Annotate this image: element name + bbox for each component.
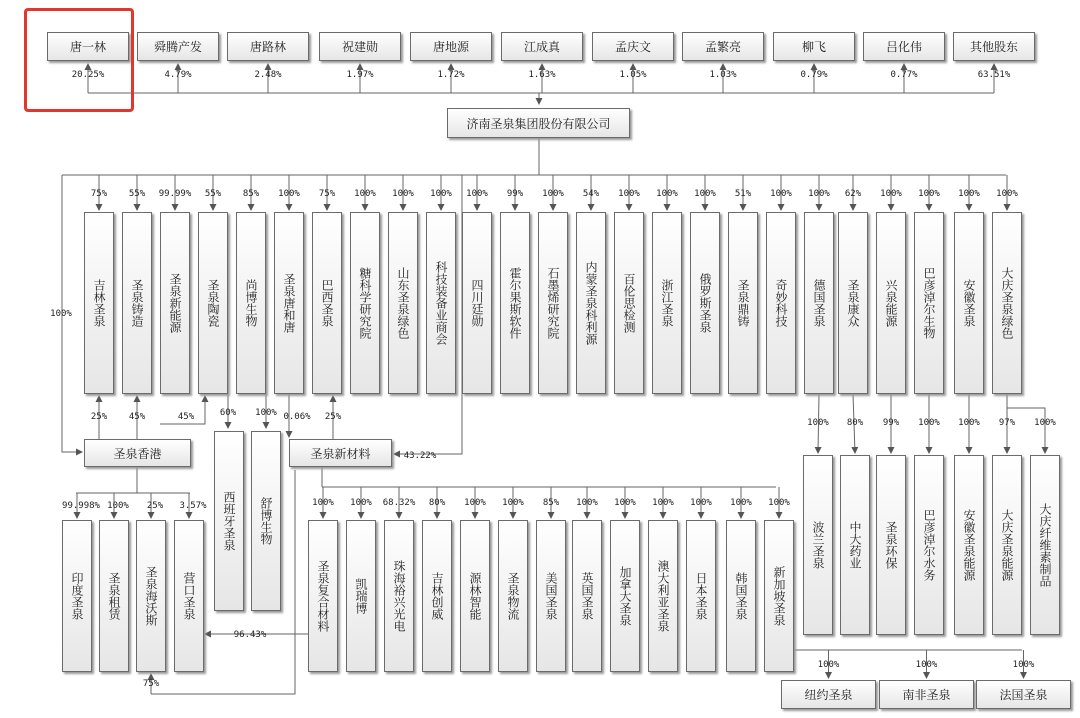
shareholder-box-label: 唐一林 xyxy=(69,40,106,54)
shareholder-pct: 4.79% xyxy=(164,70,192,80)
newmat-sub-box-label: 吉林创威 xyxy=(430,572,444,620)
subsidiary-pct: 100% xyxy=(694,189,716,199)
shareholder-pct: 20.25% xyxy=(71,70,105,80)
subsidiary-box-label: 安徽圣泉 xyxy=(962,279,976,327)
highlight-frame xyxy=(24,8,134,112)
subsidiary-pct: 100% xyxy=(656,189,678,199)
subsidiary-box-label: 大庆圣泉绿色 xyxy=(1000,267,1014,339)
subsidiary-box xyxy=(236,212,266,394)
subsidiary-pct: 100% xyxy=(278,189,300,199)
newmat-sub-box-label: 日本圣泉 xyxy=(694,572,708,620)
newmat-sub-pct: 100% xyxy=(464,498,486,508)
hk-sub-box-label: 营口圣泉 xyxy=(182,572,196,620)
subsidiary-box-label: 山东圣泉绿色 xyxy=(396,267,410,339)
subsidiary-pct: 62% xyxy=(844,189,862,199)
subsidiary-box xyxy=(992,212,1022,394)
subsidiary-pct: 99.99% xyxy=(158,189,192,199)
newmat-pct-d: 96.43% xyxy=(233,630,267,640)
shareholder-box-label: 唐路林 xyxy=(249,40,286,54)
newmat-sub-box xyxy=(536,520,566,672)
hk-pct3: 45% xyxy=(177,412,195,422)
newmat-sub-box xyxy=(346,520,376,672)
shareholder-box xyxy=(953,32,1035,61)
newmat-sub-box-label: 加拿大圣泉 xyxy=(618,566,632,626)
shareholder-pct: 0.79% xyxy=(800,70,828,80)
shareholder-box xyxy=(319,32,401,61)
tier3-box-label: 大庆纤维素制品 xyxy=(1038,503,1052,587)
newmat-pct-c: 43.22% xyxy=(403,451,437,461)
newmat-sub-box-label: 珠海裕兴光电 xyxy=(392,560,406,632)
shareholder-box-label: 舜腾产发 xyxy=(153,40,202,54)
newmat-sub-box xyxy=(384,520,414,672)
newmat-sub-pct: 100% xyxy=(576,498,598,508)
subsidiary-box-label: 德国圣泉 xyxy=(812,279,826,327)
newmat-sub-pct: 100% xyxy=(502,498,524,508)
subsidiary-pct: 55% xyxy=(204,189,222,199)
subsidiary-box-label: 四川廷勋 xyxy=(470,279,484,327)
sg-sub-pct: 100% xyxy=(817,660,840,670)
hk-sub-pct: 100% xyxy=(107,501,129,511)
tier3-box-label: 安徽圣泉能源 xyxy=(962,509,976,581)
tier3-box-label: 圣泉环保 xyxy=(884,521,898,569)
subsidiary-box-label: 俄罗斯圣泉 xyxy=(698,273,712,333)
subsidiary-pct: 55% xyxy=(128,189,146,199)
subsidiary-box-label: 圣泉铸造 xyxy=(130,279,144,327)
tier3-box xyxy=(1030,455,1060,635)
shareholder-box-label: 孟繁亮 xyxy=(704,40,741,54)
subsidiary-pct: 100% xyxy=(958,189,980,199)
sg-sub-box-label: 纽约圣泉 xyxy=(804,688,853,702)
shareholder-pct: 1.05% xyxy=(619,70,647,80)
subsidiary-pct: 75% xyxy=(90,189,108,199)
hk-sub-box xyxy=(136,520,166,672)
parent-company-box-label: 济南圣泉集团股份有限公司 xyxy=(466,116,611,131)
shareholder-box xyxy=(682,32,764,61)
subsidiary-box xyxy=(84,212,114,394)
spain-box xyxy=(214,431,244,611)
hk-pct1: 25% xyxy=(90,412,108,422)
shareholder-box-label: 其他股东 xyxy=(969,40,1018,54)
shareholder-box xyxy=(410,32,492,61)
newmat-sub-box xyxy=(764,520,794,672)
subsidiary-pct: 100% xyxy=(354,189,376,199)
hk-box xyxy=(84,439,191,467)
subsidiary-box xyxy=(766,212,796,394)
subsidiary-pct: 51% xyxy=(734,189,752,199)
subsidiary-box-label: 百伦思检测 xyxy=(622,273,636,333)
subsidiary-pct: 100% xyxy=(808,189,830,199)
subsidiary-box-label: 尚博生物 xyxy=(244,279,258,327)
newmat-sub-box-label: 圣泉复合材料 xyxy=(316,560,330,632)
subsidiary-box xyxy=(274,212,304,394)
subsidiary-box xyxy=(614,212,644,394)
subsidiary-box xyxy=(838,212,868,394)
newmat-sub-box xyxy=(610,520,640,672)
subsidiary-box-label: 浙江圣泉 xyxy=(660,279,674,327)
subsidiary-box xyxy=(198,212,228,394)
subsidiary-box-label: 圣泉新能源 xyxy=(168,273,182,333)
subsidiary-box-label: 奇妙科技 xyxy=(774,279,788,327)
subsidiary-pct: 99% xyxy=(506,189,524,199)
sg-sub-box xyxy=(879,680,974,709)
tier3-pct: 100% xyxy=(1034,418,1056,428)
newmat-sub-box xyxy=(422,520,452,672)
newmat-sub-box-label: 韩国圣泉 xyxy=(734,572,748,620)
subsidiary-box xyxy=(954,212,984,394)
newmat-sub-pct: 68.32% xyxy=(382,498,416,508)
subsidiary-box-label: 石墨烯研究院 xyxy=(546,267,560,339)
subsidiary-box xyxy=(914,212,944,394)
new-material-box xyxy=(289,439,392,467)
shareholder-box-label: 江成真 xyxy=(523,40,560,54)
tier3-box xyxy=(840,455,870,635)
newmat-sub-box xyxy=(460,520,490,672)
shareholder-pct: 2.48% xyxy=(254,70,282,80)
subsidiary-box xyxy=(160,212,190,394)
subsidiary-box xyxy=(728,212,758,394)
shareholder-box xyxy=(863,32,945,61)
hk-box-label: 圣泉香港 xyxy=(113,446,162,461)
sg-sub-box xyxy=(781,680,876,709)
subsidiary-box-label: 圣泉唐和唐 xyxy=(282,273,296,333)
newmat-sub-box xyxy=(572,520,602,672)
subsidiary-box-label: 巴西圣泉 xyxy=(320,279,334,327)
newmat-sub-box-label: 英国圣泉 xyxy=(580,572,594,620)
subsidiary-pct: 100% xyxy=(880,189,902,199)
newmat-sub-box xyxy=(308,520,338,672)
sg-sub-box xyxy=(976,680,1071,709)
newmat-sub-box-label: 澳大利亚圣泉 xyxy=(656,560,670,632)
subsidiary-box xyxy=(690,212,720,394)
shareholder-pct: 1.97% xyxy=(346,70,374,80)
newmat-sub-box-label: 圣泉物流 xyxy=(506,572,520,620)
subsidiary-box xyxy=(312,212,342,394)
shareholder-pct: 1.63% xyxy=(528,70,556,80)
shareholder-box xyxy=(227,32,309,61)
hk-bottom-pct: 75% xyxy=(142,679,160,689)
newmat-sub-box xyxy=(648,520,678,672)
newmat-sub-box-label: 源林智能 xyxy=(468,572,482,620)
newmat-sub-pct: 100% xyxy=(690,498,712,508)
hk-sub-box-label: 印度圣泉 xyxy=(70,572,84,620)
subsidiary-box xyxy=(122,212,152,394)
hk-sub-pct: 99.998% xyxy=(62,501,100,511)
subsidiary-box xyxy=(652,212,682,394)
tier3-box-label: 波兰圣泉 xyxy=(811,521,825,569)
shareholder-pct: 0.77% xyxy=(890,70,918,80)
shareholder-pct: 63.51% xyxy=(977,70,1011,80)
tier3-box xyxy=(914,455,944,635)
spain-pct: 60% xyxy=(219,408,237,418)
newmat-sub-pct: 100% xyxy=(312,498,334,508)
subsidiary-box xyxy=(350,212,380,394)
subsidiary-pct: 100% xyxy=(996,189,1018,199)
subsidiary-box-label: 兴泉能源 xyxy=(884,279,898,327)
shareholder-box xyxy=(773,32,855,61)
newmat-sub-box-label: 凯瑞博 xyxy=(354,578,368,614)
shareholder-box-label: 柳飞 xyxy=(801,40,826,54)
newmat-sub-box xyxy=(686,520,716,672)
newmat-pct-b: 25% xyxy=(324,412,342,422)
sg-sub-pct: 100% xyxy=(1012,660,1035,670)
hk-sub-pct: 25% xyxy=(146,501,164,511)
subsidiary-pct: 100% xyxy=(770,189,792,199)
newmat-sub-pct: 80% xyxy=(428,498,446,508)
newmat-sub-pct: 100% xyxy=(614,498,636,508)
subsidiary-box-label: 吉林圣泉 xyxy=(92,279,106,327)
shubo-box-label: 舒博生物 xyxy=(259,497,273,545)
newmat-sub-pct: 85% xyxy=(542,498,560,508)
tier3-pct: 99% xyxy=(882,418,900,428)
tier3-box xyxy=(992,455,1022,635)
subsidiary-box-label: 巴彦淖尔生物 xyxy=(922,267,936,339)
subsidiary-box-label: 霍尔果斯软件 xyxy=(508,267,522,339)
newmat-sub-box xyxy=(498,520,528,672)
shareholder-box-label: 祝建勋 xyxy=(341,40,378,54)
tier3-box-label: 大庆圣泉能源 xyxy=(1000,509,1014,581)
subsidiary-pct: 54% xyxy=(582,189,600,199)
hk-sub-box-label: 圣泉租赁 xyxy=(107,572,121,620)
shareholder-box-label: 唐地源 xyxy=(432,40,469,54)
tier3-box xyxy=(803,455,833,635)
shareholder-box xyxy=(501,32,583,61)
subsidiary-box xyxy=(500,212,530,394)
newmat-sub-box-label: 美国圣泉 xyxy=(544,572,558,620)
subsidiary-pct: 100% xyxy=(392,189,414,199)
hk-main-pct: 100% xyxy=(50,309,72,319)
new-material-box-label: 圣泉新材料 xyxy=(310,446,371,461)
newmat-sub-pct: 100% xyxy=(768,498,790,508)
hk-sub-box xyxy=(99,520,129,672)
hk-sub-box xyxy=(62,520,92,672)
subsidiary-box xyxy=(876,212,906,394)
shareholder-box-label: 吕化伟 xyxy=(885,40,922,54)
subsidiary-box-label: 圣泉鼎铸 xyxy=(736,279,750,327)
shubo-box xyxy=(251,431,281,611)
shareholder-box xyxy=(592,32,674,61)
sg-sub-box-label: 南非圣泉 xyxy=(902,688,951,702)
subsidiary-box-label: 圣泉陶瓷 xyxy=(206,279,220,327)
subsidiary-pct: 75% xyxy=(318,189,336,199)
hk-pct2: 45% xyxy=(128,412,146,422)
subsidiary-box-label: 圣泉康众 xyxy=(846,279,860,327)
subsidiary-pct: 85% xyxy=(242,189,260,199)
subsidiary-pct: 100% xyxy=(918,189,940,199)
subsidiary-box xyxy=(576,212,606,394)
shareholder-box xyxy=(137,32,219,61)
sg-sub-pct: 100% xyxy=(915,660,938,670)
newmat-sub-pct: 100% xyxy=(652,498,674,508)
subsidiary-box xyxy=(804,212,834,394)
subsidiary-box-label: 糖科学研究院 xyxy=(358,267,372,339)
parent-company-box xyxy=(447,108,630,138)
spain-box-label: 西班牙圣泉 xyxy=(222,491,236,551)
subsidiary-box-label: 科技装备业商会 xyxy=(434,261,448,345)
shareholder-box-label: 孟庆文 xyxy=(614,40,651,54)
subsidiary-box xyxy=(426,212,456,394)
tier3-pct: 100% xyxy=(958,418,980,428)
shareholder-pct: 1.03% xyxy=(709,70,737,80)
subsidiary-pct: 100% xyxy=(430,189,452,199)
subsidiary-box-label: 内蒙圣泉科利源 xyxy=(584,261,598,345)
tier3-pct: 97% xyxy=(998,418,1016,428)
newmat-sub-pct: 100% xyxy=(350,498,372,508)
subsidiary-pct: 100% xyxy=(466,189,488,199)
tier3-box xyxy=(954,455,984,635)
hk-sub-box-label: 圣泉海沃斯 xyxy=(144,566,158,626)
subsidiary-box xyxy=(538,212,568,394)
shareholder-pct: 1.72% xyxy=(437,70,465,80)
tier3-pct: 100% xyxy=(807,418,829,428)
newmat-sub-box xyxy=(726,520,756,672)
tier3-box xyxy=(876,455,906,635)
newmat-sub-pct: 100% xyxy=(730,498,752,508)
hk-sub-pct: 3.57% xyxy=(179,501,207,511)
tier3-pct: 100% xyxy=(918,418,940,428)
subsidiary-pct: 100% xyxy=(618,189,640,199)
hk-sub-box xyxy=(174,520,204,672)
subsidiary-box xyxy=(462,212,492,394)
sg-sub-box-label: 法国圣泉 xyxy=(999,688,1048,702)
subsidiary-pct: 100% xyxy=(542,189,564,199)
tier3-box-label: 中大药业 xyxy=(848,521,862,569)
tier3-pct: 80% xyxy=(846,418,864,428)
subsidiary-box xyxy=(388,212,418,394)
newmat-sub-box-label: 新加坡圣泉 xyxy=(772,566,786,626)
newmat-pct-a: 0.06% xyxy=(283,412,311,422)
shubo-pct: 100% xyxy=(255,408,277,418)
tier3-box-label: 巴彦淖尔水务 xyxy=(922,509,936,581)
